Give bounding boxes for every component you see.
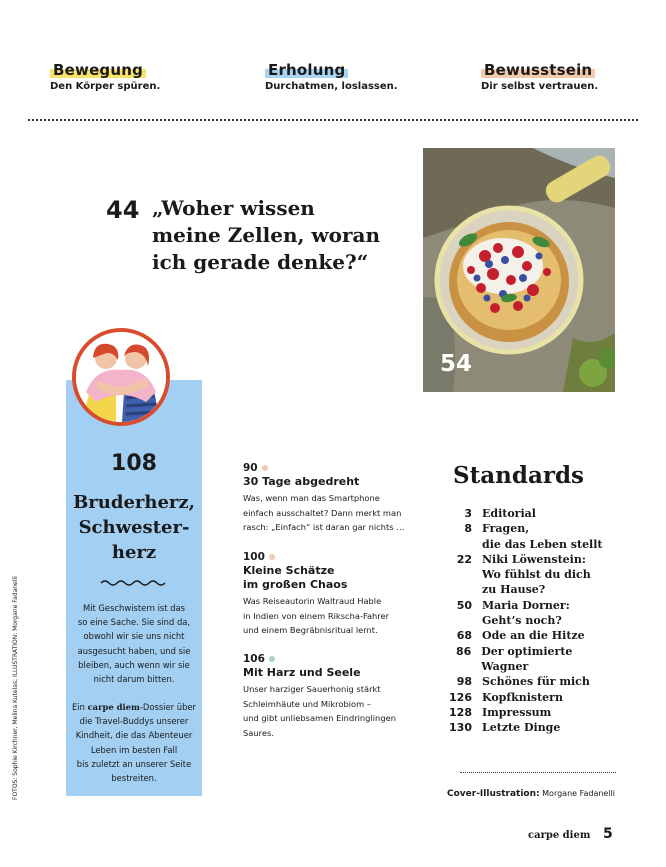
standards-item[interactable]: [440, 613, 620, 628]
footer-page-number: 5: [603, 826, 613, 842]
article-100[interactable]: [243, 551, 443, 638]
article-number: 106: [243, 653, 265, 665]
article-teaser-line: rasch: „Einfach“ ist daran gar nichts …: [243, 522, 405, 532]
feature-text-line: Kindheit, die das Abenteuer: [75, 730, 193, 741]
standards-page: [440, 567, 472, 582]
article-106[interactable]: [243, 653, 443, 740]
standards-label: Wo fühlst du dich: [482, 568, 591, 582]
cover-credit: [447, 789, 615, 799]
standards-label: die das Leben stellt: [482, 537, 603, 551]
quote-line: meine Zellen, woran: [152, 223, 381, 247]
standards-page: 50: [456, 598, 472, 612]
feature-intro: [69, 601, 199, 686]
standards-item[interactable]: [440, 628, 620, 643]
standards-label: Schönes für mich: [482, 675, 590, 689]
article-teaser-line: in Indien von einem Rikscha-Fahrer: [243, 610, 390, 621]
hugging-siblings-icon: [76, 332, 166, 422]
standards-label: Letzte Dinge: [482, 721, 561, 735]
article-teaser-line: Unser harziger Sauerhonig stärkt: [243, 684, 381, 694]
article-teaser: [243, 594, 443, 638]
standards-label: Niki Löwenstein:: [482, 552, 586, 566]
photo-credit: FOTOS: Sophie Kirchner, Melina Kutelas; ILLUSTRATION: Morgane Fadanelli: [12, 576, 19, 800]
standards-item[interactable]: [440, 521, 620, 536]
standards-page: 3: [464, 507, 472, 520]
article-teaser-line: Was Reiseautorin Waltraud Hable: [243, 596, 382, 606]
article-teaser: [243, 491, 443, 535]
dot-icon: [269, 656, 275, 662]
feature-text-line: Leben im besten Fall: [90, 744, 178, 755]
standards-page: [440, 537, 472, 552]
feature-page-number[interactable]: 108: [111, 451, 157, 476]
standards-page: 128: [449, 705, 472, 719]
feature-title-line: Schwester-: [78, 517, 190, 538]
standards-page: [440, 582, 472, 597]
dot-icon: [262, 465, 268, 471]
category-subtitle: Dir selbst vertrauen.: [481, 81, 599, 92]
feature-title-line: herz: [111, 542, 157, 563]
standards-item[interactable]: [440, 567, 620, 582]
standards-item[interactable]: [440, 537, 620, 552]
standards-label: Maria Dorner:: [482, 598, 570, 612]
article-headline: [243, 564, 443, 592]
feature-text-line: die Travel-Buddys unserer: [79, 716, 189, 727]
standards-page: 22: [456, 552, 472, 566]
dotted-divider: [28, 119, 638, 121]
category-title: Bewegung: [50, 61, 146, 79]
article-90[interactable]: [243, 462, 443, 535]
article-teaser-line: Was, wenn man das Smartphone: [243, 493, 380, 503]
feature-text-line: obwohl wir sie uns nicht: [83, 631, 185, 642]
article-teaser-line: Saures.: [243, 727, 274, 738]
standards-item[interactable]: [440, 674, 620, 689]
quote-page-number[interactable]: 44: [106, 196, 140, 224]
article-teaser: [243, 682, 443, 740]
category-bewusstsein: [481, 60, 598, 92]
quote-line: ich gerade denke?“: [152, 250, 369, 274]
feature-text-line: ausgesucht haben, und sie: [77, 645, 191, 656]
feature-text-line: [69, 700, 199, 714]
category-subtitle: Den Körper spüren.: [50, 81, 161, 92]
standards-label: Impressum: [482, 705, 552, 719]
category-title: Bewusstsein: [481, 61, 595, 79]
squiggle-divider: [100, 578, 168, 588]
standards-item[interactable]: [440, 644, 620, 675]
article-page-number: [243, 462, 443, 474]
photo-page-number[interactable]: 54: [440, 351, 473, 377]
feature-text-line: bleiben, auch wenn wir sie: [78, 659, 190, 670]
cover-credit-name: Morgane Fadanelli: [539, 789, 616, 798]
standards-label: zu Hause?: [482, 583, 546, 597]
footer-brand: carpe diem: [528, 830, 591, 841]
article-headline-line: Kleine Schätze: [243, 564, 335, 577]
article-number: 100: [243, 551, 265, 563]
article-teaser-line: und einem Begräbnisritual lernt.: [243, 625, 378, 635]
standards-item[interactable]: [440, 705, 620, 720]
feature-text-line: Mit Geschwistern ist das: [82, 603, 186, 613]
feature-title-line: Bruderherz,: [73, 492, 195, 513]
standards-label: Kopfknistern: [482, 690, 563, 704]
quote-headline[interactable]: [152, 195, 412, 276]
feature-text-lead: Ein: [71, 702, 88, 712]
article-number: 90: [243, 462, 258, 474]
standards-page: 86: [455, 644, 472, 658]
standards-page: 98: [456, 675, 472, 689]
standards-list: [440, 506, 620, 735]
category-bewegung: [50, 60, 160, 92]
cover-credit-label: Cover-Illustration:: [447, 789, 540, 799]
standards-label: Editorial: [482, 507, 536, 520]
standards-item[interactable]: [440, 582, 620, 597]
standards-label: Geht’s noch?: [482, 614, 562, 628]
standards-label: Ode an die Hitze: [482, 629, 585, 643]
standards-label: Fragen,: [482, 522, 530, 536]
article-page-number: [243, 653, 443, 665]
standards-title: Standards: [453, 462, 584, 489]
feature-text-line: so eine Sache. Sie sind da,: [77, 617, 191, 628]
article-headline-line: 30 Tage abgedreht: [243, 475, 360, 488]
article-teaser-line: einfach ausschaltet? Dann merkt man: [243, 507, 402, 518]
siblings-illustration: [72, 328, 170, 426]
standards-item[interactable]: [440, 552, 620, 567]
standards-page: 68: [456, 629, 472, 643]
standards-page: [440, 613, 472, 628]
category-title: Erholung: [265, 61, 348, 79]
dotted-divider: [460, 772, 616, 773]
feature-text-line: bis zuletzt an unserer Seite: [76, 758, 192, 769]
quote-line: „Woher wissen: [152, 196, 315, 220]
article-teaser-line: und gibt unliebsamen Eindringlingen: [243, 713, 396, 723]
article-headline: [243, 666, 443, 680]
article-page-number: [243, 551, 443, 563]
standards-label: Der optimierte Wagner: [481, 644, 573, 673]
article-headline-line: im großen Chaos: [243, 578, 348, 591]
category-erholung: [265, 60, 398, 92]
category-subtitle: Durchatmen, loslassen.: [265, 81, 398, 92]
standards-page: 130: [449, 721, 472, 735]
standards-page: 8: [464, 522, 472, 536]
article-teaser-line: Schleimhäute und Mikrobiom –: [243, 698, 371, 709]
feature-text-rest: -Dossier über: [139, 702, 196, 712]
feature-dossier-text: [69, 700, 199, 785]
article-headline: [243, 475, 443, 489]
standards-page: 126: [449, 690, 472, 704]
standards-item[interactable]: [440, 690, 620, 705]
feature-text-line: bestreiten.: [111, 773, 157, 784]
standards-item[interactable]: [440, 598, 620, 613]
feature-title[interactable]: [66, 490, 202, 565]
feature-text-line: nicht darum bitten.: [93, 674, 175, 685]
standards-item[interactable]: [440, 506, 620, 521]
dot-icon: [269, 554, 275, 560]
article-headline-line: Mit Harz und Seele: [243, 666, 361, 679]
brand-name: carpe diem: [87, 702, 140, 712]
standards-item[interactable]: [440, 720, 620, 735]
